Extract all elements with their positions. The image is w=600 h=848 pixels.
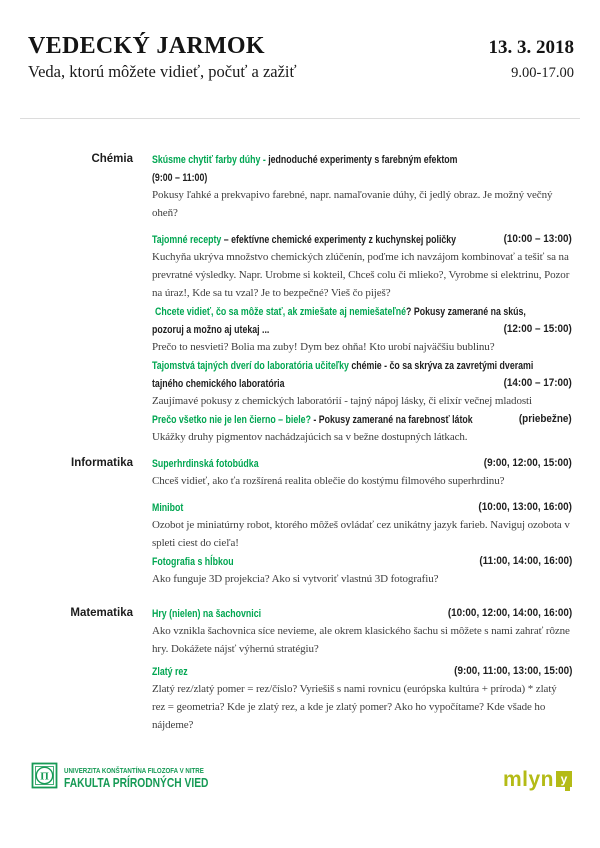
event-description: Prečo to nesvieti? Bolia ma zuby! Dym bez ohňa! Kto urobí najväčšiu bublinu? — [152, 341, 495, 353]
event-entry — [152, 356, 572, 410]
event-time: (14:00 – 17:00) — [503, 377, 572, 389]
mlyny-logo — [503, 769, 572, 790]
event-time: (11:00, 14:00, 16:00) — [478, 555, 572, 567]
event-description: Pokusy ľahké a prekvapivo farebné, napr. namaľovanie dúhy, či jedlý obraz. Je možný večný oheň? — [152, 189, 553, 219]
event-time: (9:00, 12:00, 15:00) — [483, 457, 572, 469]
event-description: Zaujímavé pokusy z chemických laboratórií - tajný nápoj lásky, či elixír večnej mladosti — [152, 395, 532, 407]
event-title: Zlatý rez — [152, 666, 188, 678]
faculty-name: FAKULTA PRÍRODNÝCH VIED — [64, 775, 209, 790]
event-time: (12:00 – 15:00) — [503, 323, 572, 335]
event-title: Superhrdinská fotobúdka — [152, 458, 259, 470]
event-description: Ako vznikla šachovnica síce nevieme, ale okrem klasického šachu si môžete s nami zahrať rôzne hry. Dokážete nájsť výhernú stratégiu? — [152, 625, 570, 655]
event-time: (10:00, 13:00, 16:00) — [478, 501, 572, 513]
event-title-suffix: – efektívne chemické experimenty z kuchynskej poličky — [223, 234, 457, 246]
event-title: Tajomstvá tajných dverí do laboratória učiteľky — [152, 360, 349, 372]
event-entry — [152, 604, 572, 658]
event-date: 13. 3. 2018 — [488, 37, 574, 58]
event-entry — [152, 662, 572, 734]
header — [28, 33, 574, 82]
university-name: UNIVERZITA KONŠTANTÍNA FILOZOFA V NITRE — [64, 765, 204, 775]
event-title-suffix: - Pokusy zamerané na farebnosť látok — [310, 414, 473, 426]
svg-text:Π: Π — [40, 770, 49, 783]
event-entry — [152, 302, 572, 356]
event-title: Minibot — [152, 502, 184, 514]
section-label: Matematika — [70, 607, 133, 619]
event-title: Prečo všetko nie je len čierno – biele? — [152, 414, 311, 426]
event-entry — [152, 454, 572, 490]
event-entry — [152, 498, 572, 552]
event-entry — [152, 552, 572, 588]
event-title-suffix: chémie - čo sa skrýva za zavretými dverami — [348, 360, 534, 372]
event-description: Ukážky druhy pigmentov nachádzajúcich sa v bežne dostupných látkach. — [152, 431, 468, 443]
event-hours: 9.00-17.00 — [511, 65, 574, 81]
section-chemia — [40, 150, 572, 446]
event-title-line2: tajného chemického laboratória — [152, 378, 285, 390]
event-description: Kuchyňa ukrýva množstvo chemických zlúčenín, poďme ich navzájom kombinovať a tešiť sa na prevratné výsledky. Napr. Urobme si kokteil, Chceš colu či mlieko?, Vyrobme si elektrinu, Pozor na úraz!, Kde sa tu vzal? Je to bezpečné? Vieš čo piješ? — [152, 251, 570, 299]
university-logo — [31, 762, 240, 794]
event-title: Fotografia s hĺbkou — [152, 556, 234, 568]
event-entry — [152, 150, 572, 222]
section-matematika — [40, 604, 572, 734]
program — [40, 150, 572, 734]
header-divider — [20, 118, 580, 119]
event-title-suffix: jednoduché experimenty s farebným efektom — [268, 154, 458, 166]
ukf-emblem-icon — [31, 762, 58, 794]
event-description: Ozobot je miniatúrny robot, ktorého môžeš ovládať cez unikátny jazyk farieb. Naviguj ozobota v spleti ciest do cieľa! — [152, 519, 570, 549]
event-time: (9:00 – 11:00) — [152, 172, 208, 184]
event-time: (priebežne) — [519, 413, 572, 425]
event-time: (9:00, 11:00, 13:00, 15:00) — [453, 665, 572, 677]
event-title: Skúsme chytiť farby dúhy - — [152, 154, 269, 166]
event-description: Ako funguje 3D projekcia? Ako si vytvoriť vlastnú 3D fotografiu? — [152, 573, 439, 585]
event-description: Chceš vidieť, ako ťa rozšírená realita oblečie do kostýmu filmového superhrdinu? — [152, 475, 505, 487]
event-title: Tajomné recepty — [152, 234, 224, 246]
event-title-line2: pozoruj a možno aj utekaj ... — [152, 324, 270, 336]
event-time: (10:00, 12:00, 14:00, 16:00) — [447, 607, 572, 619]
section-informatika — [40, 454, 572, 588]
event-title: Hry (nielen) na šachovnici — [152, 608, 262, 620]
section-label: Chémia — [91, 153, 133, 165]
event-time: (10:00 – 13:00) — [503, 233, 572, 245]
event-title: Chcete vidieť, čo sa môže stať, ak zmiešate aj nemiešateľné — [155, 306, 407, 318]
page-subtitle: Veda, ktorú môžete vidieť, počuť a zažiť — [28, 62, 297, 81]
mlyny-wordmark: mlyn — [502, 768, 554, 791]
event-entry — [152, 230, 572, 302]
event-description: Zlatý rez/zlatý pomer = rez/číslo? Vyriešiš s nami rovnicu (európska kultúra + príroda) * zlatý rez = geometria? Kde je zlatý rez, a kde je zlatý pomer? Ako ho vypočítame? Kde všade ho nájdeme? — [152, 683, 557, 731]
page-title: VEDECKÝ JARMOK — [28, 33, 265, 59]
event-entry — [152, 410, 572, 446]
section-label: Informatika — [71, 457, 133, 469]
mlyny-square-icon: y — [556, 771, 572, 787]
event-title-suffix: ? Pokusy zamerané na skús, — [406, 306, 526, 318]
